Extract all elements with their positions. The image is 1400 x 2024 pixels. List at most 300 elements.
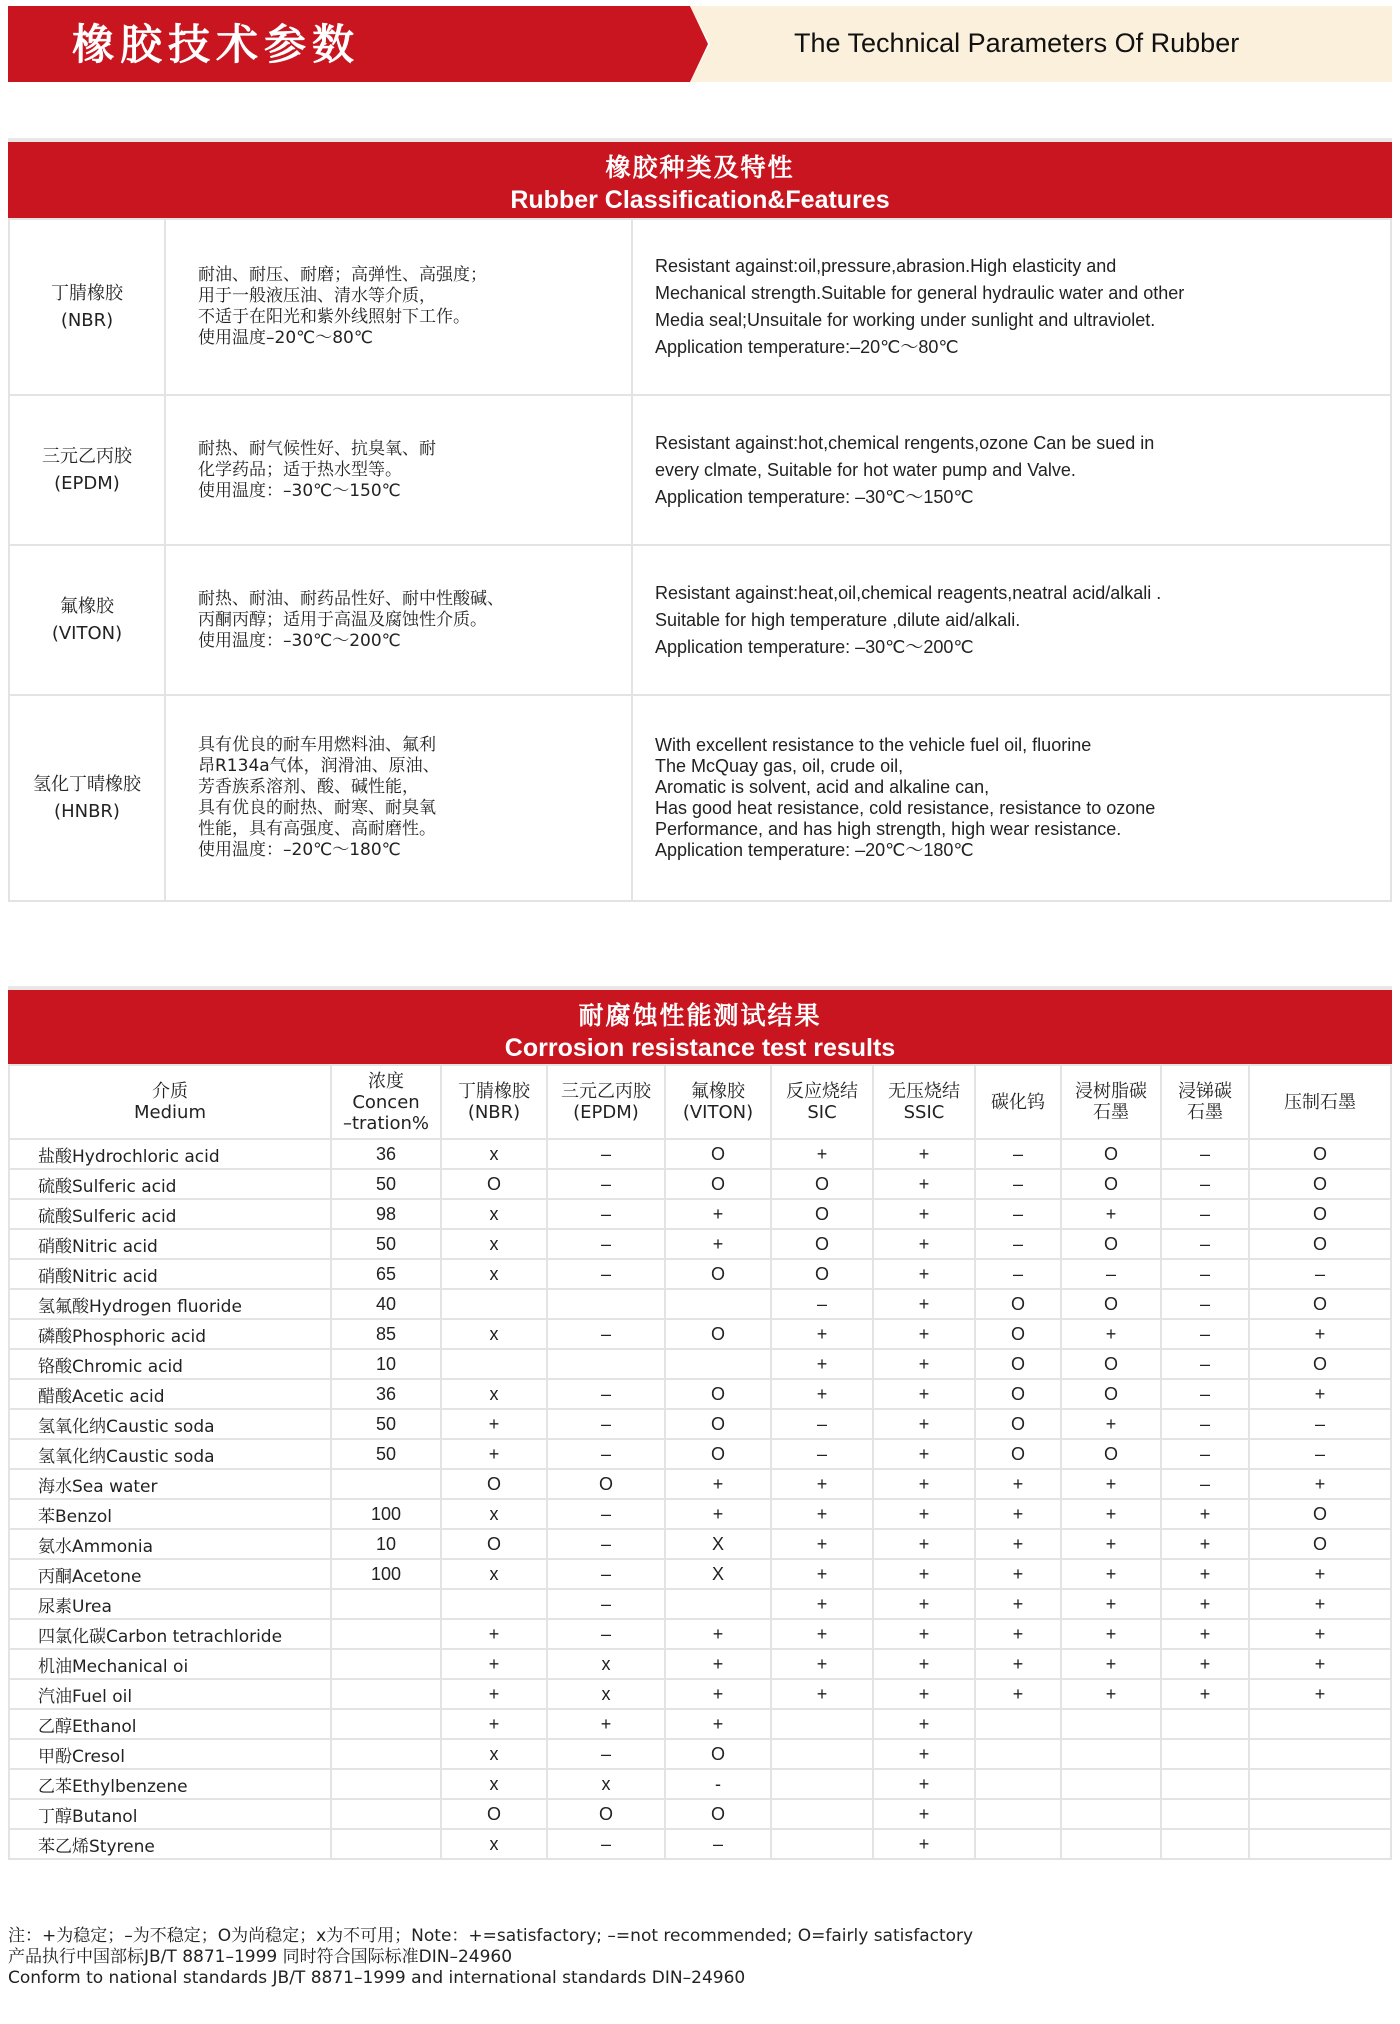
rating-cell: – [547, 1829, 665, 1859]
rating-cell: + [441, 1439, 547, 1469]
column-header [665, 1065, 771, 1139]
rating-cell: + [873, 1439, 975, 1469]
rating-cell [1249, 1799, 1391, 1829]
column-header [975, 1065, 1061, 1139]
column-header [1061, 1065, 1161, 1139]
rating-cell: – [547, 1439, 665, 1469]
rating-cell [1061, 1709, 1161, 1739]
rating-cell [975, 1829, 1061, 1859]
rating-cell [771, 1829, 873, 1859]
medium-cell: 尿素Urea [9, 1589, 331, 1619]
rubber-name-zh: 三元乙丙胶 [42, 446, 132, 467]
features-en-line: With excellent resistance to the vehicle fuel oil, fluorine [655, 735, 1092, 755]
rating-cell: X [665, 1529, 771, 1559]
rating-cell: + [873, 1319, 975, 1349]
rating-cell: O [771, 1259, 873, 1289]
rating-cell: x [441, 1229, 547, 1259]
medium-cell: 硫酸Sulferic acid [9, 1199, 331, 1229]
rating-cell: + [1249, 1559, 1391, 1589]
rating-cell: – [1161, 1319, 1249, 1349]
rating-cell: + [873, 1289, 975, 1319]
rating-cell: + [873, 1649, 975, 1679]
column-header-line: (VITON) [682, 1102, 754, 1123]
rating-cell: + [1161, 1619, 1249, 1649]
rating-cell: O [1249, 1289, 1391, 1319]
features-en-line: Resistant against:hot,chemical rengents,ozone Can be sued in [655, 432, 1155, 453]
rating-cell: O [1061, 1139, 1161, 1169]
page-subtitle: The Technical Parameters Of Rubber [794, 28, 1240, 58]
rating-cell: + [1249, 1469, 1391, 1499]
rating-cell: – [1161, 1199, 1249, 1229]
features-zh [165, 219, 632, 395]
classification-row [9, 219, 1391, 395]
rating-cell: + [771, 1319, 873, 1349]
classification-row [9, 695, 1391, 901]
rating-cell: + [975, 1499, 1061, 1529]
rating-cell: – [1161, 1139, 1249, 1169]
table-row [9, 1169, 1391, 1199]
rating-cell: + [771, 1499, 873, 1529]
concentration-cell: 50 [331, 1169, 441, 1199]
rating-cell: O [975, 1289, 1061, 1319]
rubber-name-zh: 氟橡胶 [60, 596, 114, 617]
rating-cell: + [771, 1679, 873, 1709]
features-en-line: Resistant against:oil,pressure,abrasion.High elasticity and [655, 256, 1117, 276]
rating-cell: + [873, 1259, 975, 1289]
features-zh [165, 545, 632, 695]
features-zh-line: 昂R134a气体，润滑油、原油、 [198, 756, 440, 776]
rating-cell: – [547, 1589, 665, 1619]
column-header-line: (EPDM) [573, 1102, 639, 1123]
medium-cell: 铬酸Chromic acid [9, 1349, 331, 1379]
rating-cell: + [873, 1199, 975, 1229]
classification-title-zh: 橡胶种类及特性 [605, 153, 795, 182]
medium-cell: 海水Sea water [9, 1469, 331, 1499]
features-zh-line: 耐油、耐压、耐磨；高弹性、高强度； [198, 265, 487, 285]
rating-cell [1161, 1739, 1249, 1769]
medium-cell: 苯Benzol [9, 1499, 331, 1529]
rating-cell [975, 1709, 1061, 1739]
rating-cell: – [975, 1259, 1061, 1289]
table-row [9, 1619, 1391, 1649]
rating-cell: – [771, 1289, 873, 1319]
medium-cell: 氨水Ammonia [9, 1529, 331, 1559]
features-en [632, 695, 1391, 901]
rating-cell: + [873, 1619, 975, 1649]
features-zh [165, 395, 632, 545]
medium-cell: 硫酸Sulferic acid [9, 1169, 331, 1199]
rating-cell [441, 1589, 547, 1619]
features-zh-line: 具有优良的耐车用燃料油、氟利 [198, 735, 436, 755]
rating-cell: + [873, 1589, 975, 1619]
table-row [9, 1709, 1391, 1739]
rating-cell: O [547, 1469, 665, 1499]
rating-cell: + [665, 1469, 771, 1499]
rating-cell: + [1061, 1409, 1161, 1439]
rating-cell: + [975, 1559, 1061, 1589]
rating-cell: + [771, 1139, 873, 1169]
features-zh-line: 化学药品；适于热水型等。 [198, 459, 402, 480]
concentration-cell [331, 1469, 441, 1499]
rating-cell: – [547, 1169, 665, 1199]
rating-cell: – [547, 1529, 665, 1559]
note-legend: 注：+为稳定；–为不稳定；O为尚稳定；x为不可用；Note：+=satisfactory; –=not recommended; O=fairly satisfactory [8, 1926, 974, 1946]
rubber-name-zh: 氢化丁晴橡胶 [33, 774, 141, 795]
medium-cell: 丁醇Butanol [9, 1799, 331, 1829]
table-row [9, 1769, 1391, 1799]
rating-cell: + [771, 1649, 873, 1679]
concentration-cell [331, 1739, 441, 1769]
rating-cell [1161, 1799, 1249, 1829]
table-row [9, 1529, 1391, 1559]
rating-cell: – [547, 1619, 665, 1649]
medium-cell: 盐酸Hydrochloric acid [9, 1139, 331, 1169]
rating-cell: + [975, 1529, 1061, 1559]
table-row [9, 1469, 1391, 1499]
classification-table [8, 218, 1392, 902]
rating-cell: + [771, 1349, 873, 1379]
rating-cell [1061, 1739, 1161, 1769]
classification-banner [8, 138, 1392, 218]
medium-cell: 机油Mechanical oi [9, 1649, 331, 1679]
rating-cell [1249, 1739, 1391, 1769]
rubber-name [9, 545, 165, 695]
medium-cell: 乙苯Ethylbenzene [9, 1769, 331, 1799]
rating-cell: + [1161, 1589, 1249, 1619]
rating-cell: X [665, 1559, 771, 1589]
medium-cell: 甲酚Cresol [9, 1739, 331, 1769]
features-en-line: The McQuay gas, oil, crude oil, [655, 756, 904, 776]
features-zh-line: 不适于在阳光和紫外线照射下工作。 [198, 307, 470, 327]
concentration-cell: 36 [331, 1379, 441, 1409]
rating-cell: + [441, 1409, 547, 1439]
rating-cell: O [441, 1529, 547, 1559]
rating-cell: x [441, 1199, 547, 1229]
rating-cell: + [873, 1499, 975, 1529]
column-header-line: Concen [352, 1091, 420, 1113]
rating-cell: – [1161, 1229, 1249, 1259]
rating-cell: O [975, 1319, 1061, 1349]
rating-cell: x [547, 1649, 665, 1679]
table-row [9, 1319, 1391, 1349]
rating-cell: x [441, 1319, 547, 1349]
rating-cell: + [873, 1409, 975, 1439]
rating-cell [441, 1289, 547, 1319]
rating-cell: O [1061, 1289, 1161, 1319]
features-zh-line: 用于一般液压油、清水等介质， [198, 286, 436, 306]
rating-cell: – [1161, 1409, 1249, 1439]
rating-cell: O [1249, 1499, 1391, 1529]
rating-cell: - [665, 1769, 771, 1799]
rating-cell: O [975, 1409, 1061, 1439]
rating-cell: O [665, 1169, 771, 1199]
concentration-cell: 10 [331, 1529, 441, 1559]
column-header-line: 石墨 [1093, 1102, 1129, 1123]
rating-cell: x [441, 1829, 547, 1859]
concentration-cell: 65 [331, 1259, 441, 1289]
rating-cell: + [873, 1739, 975, 1769]
column-header [441, 1065, 547, 1139]
features-en-line: Application temperature: –30℃～150℃ [655, 486, 974, 507]
column-header-line: 浓度 [368, 1070, 404, 1092]
column-header [331, 1065, 441, 1139]
rubber-name [9, 395, 165, 545]
column-header [1249, 1065, 1391, 1139]
rating-cell: + [771, 1529, 873, 1559]
rubber-name-en: (HNBR) [54, 801, 120, 822]
concentration-cell: 10 [331, 1349, 441, 1379]
rating-cell: – [1249, 1259, 1391, 1289]
rating-cell: + [1249, 1589, 1391, 1619]
rating-cell: + [873, 1379, 975, 1409]
rating-cell: + [975, 1649, 1061, 1679]
medium-cell: 磷酸Phosphoric acid [9, 1319, 331, 1349]
rating-cell: – [771, 1409, 873, 1439]
features-zh-line: 丙酮丙醇；适用于高温及腐蚀性介质。 [198, 609, 487, 630]
rating-cell [1061, 1769, 1161, 1799]
rating-cell [975, 1739, 1061, 1769]
rating-cell: – [1161, 1469, 1249, 1499]
column-header [547, 1065, 665, 1139]
rating-cell [1161, 1709, 1249, 1739]
column-header-line: 反应烧结 [786, 1081, 858, 1102]
rating-cell: + [665, 1709, 771, 1739]
rating-cell: – [1161, 1349, 1249, 1379]
column-header-line: 碳化钨 [991, 1091, 1045, 1113]
rating-cell: x [441, 1559, 547, 1589]
rating-cell: + [1061, 1529, 1161, 1559]
rating-cell: – [771, 1439, 873, 1469]
footnotes [8, 1926, 973, 1989]
rating-cell: – [547, 1559, 665, 1589]
rating-cell: O [665, 1739, 771, 1769]
rating-cell: O [665, 1379, 771, 1409]
table-row [9, 1739, 1391, 1769]
rating-cell: – [547, 1379, 665, 1409]
features-en-line: Application temperature: –30℃～200℃ [655, 636, 974, 657]
medium-cell: 四氯化碳Carbon tetrachloride [9, 1619, 331, 1649]
rating-cell [1061, 1829, 1161, 1859]
rating-cell: + [1161, 1499, 1249, 1529]
column-header-line: (NBR) [467, 1102, 521, 1123]
table-row [9, 1589, 1391, 1619]
rating-cell: + [873, 1169, 975, 1199]
rating-cell: + [873, 1349, 975, 1379]
table-row [9, 1139, 1391, 1169]
table-row [9, 1829, 1391, 1859]
table-row [9, 1289, 1391, 1319]
rating-cell: + [873, 1469, 975, 1499]
rating-cell [441, 1349, 547, 1379]
rating-cell: + [1161, 1649, 1249, 1679]
rating-cell: + [873, 1529, 975, 1559]
rating-cell: + [1061, 1559, 1161, 1589]
rating-cell: – [975, 1229, 1061, 1259]
rating-cell [1161, 1829, 1249, 1859]
rating-cell: – [547, 1319, 665, 1349]
features-en [632, 545, 1391, 695]
classification-title-en: Rubber Classification&Features [510, 186, 890, 214]
rating-cell: O [1249, 1229, 1391, 1259]
rating-cell: + [665, 1499, 771, 1529]
rating-cell: O [975, 1439, 1061, 1469]
rubber-name-en: (EPDM) [54, 473, 120, 494]
features-en-line: Suitable for high temperature ,dilute aid/alkali. [655, 609, 1021, 630]
medium-cell: 硝酸Nitric acid [9, 1259, 331, 1289]
features-zh-line: 具有优良的耐热、耐寒、耐臭氧 [198, 798, 436, 818]
rating-cell: O [1249, 1139, 1391, 1169]
rating-cell: x [441, 1739, 547, 1769]
corrosion-title-en: Corrosion resistance test results [504, 1034, 896, 1062]
medium-cell: 氢氟酸Hydrogen fluoride [9, 1289, 331, 1319]
table-row [9, 1799, 1391, 1829]
rating-cell: + [547, 1709, 665, 1739]
concentration-cell: 100 [331, 1559, 441, 1589]
rating-cell: + [1249, 1379, 1391, 1409]
corrosion-banner [8, 986, 1392, 1066]
rating-cell: – [1161, 1169, 1249, 1199]
concentration-cell [331, 1589, 441, 1619]
rating-cell: – [547, 1199, 665, 1229]
rating-cell: + [975, 1619, 1061, 1649]
features-zh-line: 性能，具有高强度、高耐磨性。 [198, 819, 436, 839]
column-header-line: 介质 [152, 1081, 188, 1102]
column-header-line: 无压烧结 [888, 1081, 960, 1102]
rating-cell: x [441, 1769, 547, 1799]
rating-cell: x [441, 1139, 547, 1169]
rating-cell: + [1161, 1529, 1249, 1559]
rating-cell: + [665, 1649, 771, 1679]
features-zh-line: 使用温度：–30℃～150℃ [198, 480, 401, 501]
rating-cell: O [1061, 1439, 1161, 1469]
rubber-name-en: (VITON) [51, 623, 123, 644]
note-standard-en: Conform to national standards JB/T 8871–1999 and international standards DIN–24960 [8, 1968, 746, 1988]
table-row [9, 1439, 1391, 1469]
rating-cell: O [771, 1199, 873, 1229]
rating-cell: – [665, 1829, 771, 1859]
rating-cell: – [547, 1139, 665, 1169]
rating-cell: + [771, 1469, 873, 1499]
features-zh-line: 耐热、耐油、耐药品性好、耐中性酸碱、 [198, 588, 504, 609]
column-header-line: 氟橡胶 [691, 1081, 745, 1102]
rating-cell: + [873, 1829, 975, 1859]
concentration-cell [331, 1679, 441, 1709]
table-row [9, 1199, 1391, 1229]
concentration-cell [331, 1709, 441, 1739]
medium-cell: 汽油Fuel oil [9, 1679, 331, 1709]
concentration-cell: 36 [331, 1139, 441, 1169]
rating-cell: – [975, 1169, 1061, 1199]
rubber-name [9, 695, 165, 901]
table-row [9, 1559, 1391, 1589]
rating-cell: – [547, 1259, 665, 1289]
rating-cell [1249, 1769, 1391, 1799]
rating-cell: O [441, 1169, 547, 1199]
concentration-cell [331, 1649, 441, 1679]
rating-cell: + [1061, 1589, 1161, 1619]
concentration-cell: 50 [331, 1409, 441, 1439]
column-header [771, 1065, 873, 1139]
rating-cell [665, 1589, 771, 1619]
features-zh-line: 耐热、耐气候性好、抗臭氧、耐 [198, 438, 436, 459]
concentration-cell: 50 [331, 1439, 441, 1469]
rating-cell: + [1249, 1649, 1391, 1679]
concentration-cell [331, 1769, 441, 1799]
rubber-name-en: (NBR) [60, 310, 114, 331]
rating-cell: + [441, 1679, 547, 1709]
features-en-line: Application temperature:–20℃～80℃ [655, 337, 959, 357]
medium-cell: 氢氧化纳Caustic soda [9, 1409, 331, 1439]
rating-cell [771, 1799, 873, 1829]
rating-cell [1249, 1829, 1391, 1859]
rating-cell: + [665, 1619, 771, 1649]
features-en-line: Media seal;Unsuitale for working under sunlight and ultraviolet. [655, 310, 1156, 330]
rating-cell: + [873, 1709, 975, 1739]
rating-cell: O [547, 1799, 665, 1829]
rating-cell: – [1161, 1289, 1249, 1319]
rating-cell [975, 1769, 1061, 1799]
rating-cell: O [975, 1349, 1061, 1379]
rating-cell: + [1249, 1679, 1391, 1709]
medium-cell: 硝酸Nitric acid [9, 1229, 331, 1259]
rating-cell: + [771, 1619, 873, 1649]
classification-row [9, 545, 1391, 695]
rating-cell [547, 1349, 665, 1379]
rating-cell: + [873, 1229, 975, 1259]
rating-cell: + [873, 1769, 975, 1799]
rating-cell: + [1061, 1499, 1161, 1529]
features-en [632, 219, 1391, 395]
rating-cell: O [1249, 1529, 1391, 1559]
table-row [9, 1259, 1391, 1289]
column-header-line: Medium [134, 1102, 206, 1123]
rating-cell: – [547, 1739, 665, 1769]
rating-cell: O [665, 1409, 771, 1439]
table-row [9, 1649, 1391, 1679]
rating-cell: – [1249, 1439, 1391, 1469]
rating-cell: O [1061, 1349, 1161, 1379]
rating-cell: O [1249, 1349, 1391, 1379]
rating-cell: + [1061, 1319, 1161, 1349]
table-row [9, 1499, 1391, 1529]
rating-cell [1249, 1709, 1391, 1739]
column-header-line: SIC [807, 1102, 837, 1123]
rating-cell: + [975, 1679, 1061, 1709]
concentration-cell [331, 1619, 441, 1649]
rating-cell: x [441, 1499, 547, 1529]
rating-cell: – [1061, 1259, 1161, 1289]
table-row [9, 1349, 1391, 1379]
rating-cell: O [665, 1439, 771, 1469]
rating-cell: O [1061, 1229, 1161, 1259]
rating-cell: O [1249, 1169, 1391, 1199]
column-header-line: 浸锑碳 [1178, 1081, 1232, 1102]
rating-cell: – [547, 1499, 665, 1529]
column-header [873, 1065, 975, 1139]
rating-cell: + [1161, 1679, 1249, 1709]
column-header-line: 丁腈橡胶 [458, 1081, 530, 1102]
rating-cell: + [873, 1559, 975, 1589]
rating-cell: x [547, 1769, 665, 1799]
rating-cell [771, 1769, 873, 1799]
rating-cell: + [771, 1589, 873, 1619]
column-header [9, 1065, 331, 1139]
features-en-line: every clmate, Suitable for hot water pump and Valve. [655, 459, 1076, 480]
rating-cell: – [975, 1199, 1061, 1229]
features-en-line: Resistant against:heat,oil,chemical reagents,neatral acid/alkali . [655, 582, 1162, 603]
rating-cell [1061, 1799, 1161, 1829]
rating-cell: O [771, 1229, 873, 1259]
